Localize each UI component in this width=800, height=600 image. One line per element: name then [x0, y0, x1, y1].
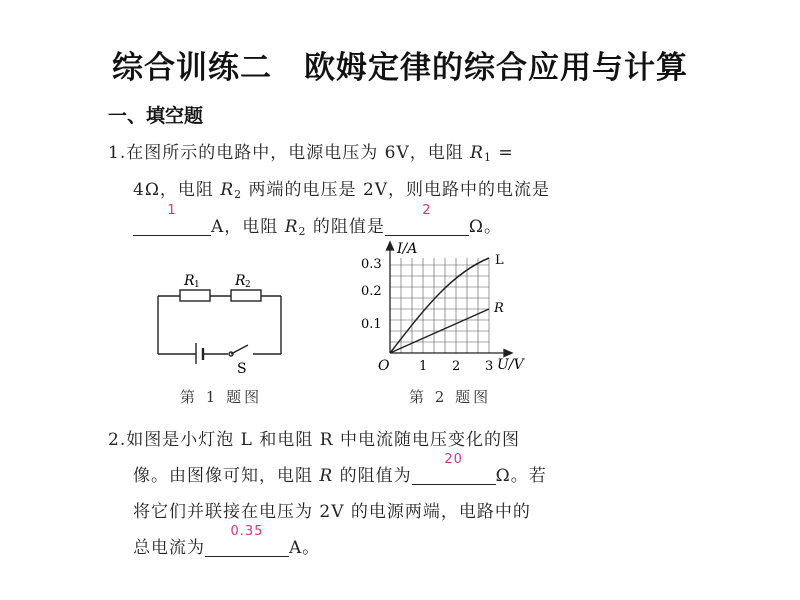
- label-r1: R: [184, 273, 195, 289]
- q2-answer-resistance: 20: [444, 452, 463, 467]
- figure2-caption: 第 2 题图: [409, 388, 492, 406]
- resistor-r2: [231, 290, 261, 301]
- label-switch: S: [237, 361, 247, 377]
- q2-line4: 总电流为 0.35 A。: [133, 524, 321, 558]
- q2-number: 2.: [108, 430, 127, 450]
- q2-line3: 将它们并联接在电压为 2V 的电源两端，电路中的: [133, 502, 531, 522]
- figure1-caption: 第 1 题图: [180, 388, 263, 406]
- iu-grid: [390, 258, 489, 353]
- resistor-r1: [180, 290, 210, 301]
- x-tick-3: 3: [485, 359, 494, 374]
- x-axis-arrow: [504, 350, 512, 357]
- page-title: 综合训练二 欧姆定律的综合应用与计算: [112, 50, 688, 86]
- curve-l-label: L: [495, 253, 504, 268]
- svg-text:1: 1: [194, 280, 200, 290]
- x-tick-1: 1: [419, 359, 428, 374]
- q1-number: 1.: [108, 143, 127, 163]
- q1-answer-current: 1: [167, 203, 177, 218]
- y-tick-0-2: 0.2: [361, 284, 382, 299]
- q1-answer-resistance: 2: [422, 203, 432, 218]
- curve-r-label: R: [494, 301, 504, 316]
- curve-lamp-l: [390, 258, 489, 353]
- y-tick-0-3: 0.3: [361, 257, 382, 272]
- q2-blank-resistance[interactable]: [412, 452, 496, 485]
- q2-line2: 像。由图像可知，电阻 R 的阻值为 20 Ω。若: [133, 452, 547, 486]
- label-r2: R: [235, 273, 246, 289]
- x-tick-2: 2: [452, 359, 461, 374]
- y-tick-0-1: 0.1: [361, 317, 382, 332]
- y-axis-label: I/A: [397, 241, 418, 257]
- svg-text:2: 2: [245, 280, 251, 290]
- q1-line3: 1 A，电阻 $R_2$ 的阻值是 2 Ω。: [133, 212, 502, 238]
- q2-answer-current: 0.35: [230, 524, 264, 539]
- q2-line1: 2.如图是小灯泡 L 和电阻 R 中电流随电压变化的图: [108, 430, 520, 450]
- q1-line1: 1.在图所示的电路中，电源电压为 6V，电阻 $R_1$ =: [108, 143, 514, 164]
- origin-label: O: [378, 358, 390, 374]
- iu-axes: [387, 242, 513, 357]
- switch-blade: [231, 345, 248, 354]
- circuit-diagram: [158, 290, 281, 364]
- x-axis-label: U/V: [497, 357, 524, 373]
- q1-line2: 4Ω，电阻 $R_2$ 两端的电压是 2V，则电路中的电流是: [133, 180, 551, 201]
- y-axis-arrow: [387, 242, 394, 250]
- section-heading: 一、填空题: [108, 105, 204, 127]
- q2-blank-current[interactable]: [205, 524, 289, 557]
